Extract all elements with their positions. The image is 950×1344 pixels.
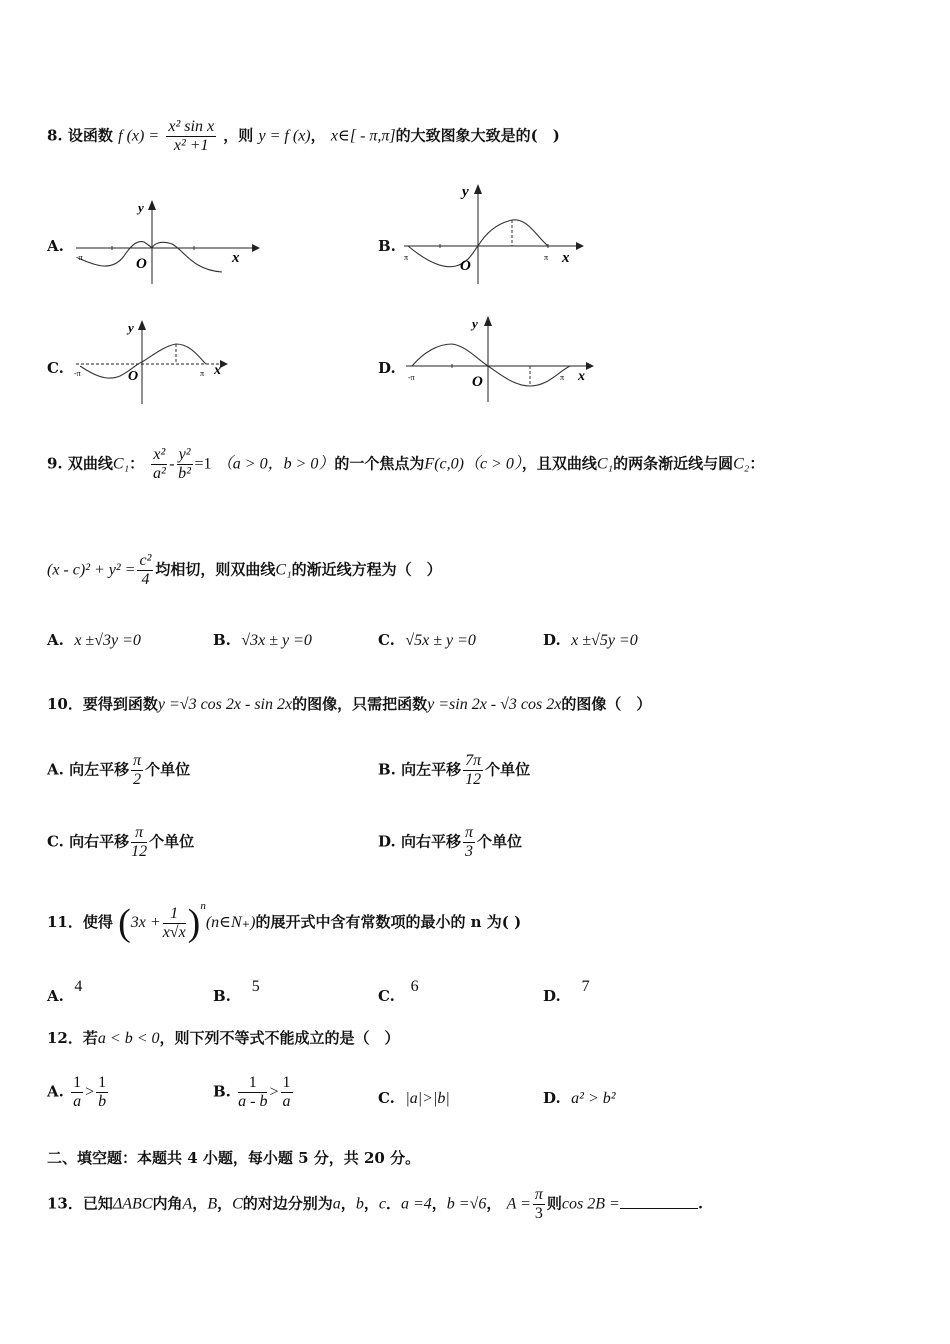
q8-option-d-graph[interactable]: [402, 312, 602, 406]
q12-option-c[interactable]: C. |a|>|b|: [378, 1089, 450, 1107]
q8-a-left-tick: -π: [76, 253, 83, 262]
q12-option-b[interactable]: B. $\frac{1}{a - b}$ > $\frac{1}{a}$: [213, 1074, 291, 1110]
q8-d-right-tick: π: [560, 373, 565, 382]
q10-stem: 10．要得到函数y =√3 cos 2x - sin 2x的图像，只需把函数y =sin 2x - √3 cos 2x的图像（ ）: [47, 695, 652, 713]
q8-a-x-label: x: [232, 250, 240, 266]
q8-option-a-graph[interactable]: [72, 196, 262, 288]
q8-b-right-tick: π: [544, 253, 549, 262]
q12-option-a[interactable]: A. $\frac{1}{a}$ > $\frac{1}{b}$: [47, 1074, 107, 1110]
q8-option-d-label[interactable]: D.: [378, 359, 396, 377]
q9-option-b[interactable]: B. √3x ± y =0: [213, 631, 312, 649]
q8-c-left-tick: -π: [74, 369, 81, 378]
q10-option-c[interactable]: C. 向右平移 $\frac{\pi}{12}$ 个单位: [47, 824, 195, 860]
q8-b-y-label: y: [462, 184, 469, 200]
q11-option-a[interactable]: A. 4: [47, 978, 83, 1005]
q9-stem-line1: 9. 双曲线C₁： $\frac{\text{x²}}{\text{a²}}$ - $\frac{\text{y²}}{\text{b²}}$ =1 （a > 0，b > 0）的一个焦点为F(c,0)（c > 0），且双曲线C₁的两条渐近线与圆C₂：: [47, 446, 765, 482]
q8-c-right-tick: π: [200, 369, 205, 378]
q8-option-c-graph[interactable]: [72, 316, 242, 408]
q8-b-x-label: x: [562, 250, 570, 266]
q8-c-x-label: x: [214, 363, 221, 378]
q11-option-c[interactable]: C. 6: [378, 978, 419, 1005]
q10-option-a[interactable]: A. 向左平移 $\frac{\pi}{2}$ 个单位: [47, 752, 191, 788]
q10-option-b[interactable]: B. 向左平移 $\frac{7\pi}{12}$ 个单位: [378, 752, 531, 788]
q8-c-origin: O: [128, 369, 139, 384]
q8-d-origin: O: [472, 374, 483, 390]
q13-stem: 13．已知ΔABC内角A，B，C的对边分别为a，b，c．a =4，b =√6， A = $\frac{\pi}{3}$ 则cos 2B = .: [47, 1186, 704, 1222]
q8-option-a-label[interactable]: A.: [47, 237, 64, 255]
q11-option-b[interactable]: B. 5: [213, 978, 260, 1005]
q8-fraction: $\frac{\text{x² sin x}}{\text{x² +1}}$: [168, 118, 215, 154]
q8-b-origin: O: [460, 258, 471, 274]
q8-b-left-tick: π: [404, 253, 409, 262]
q8-d-y-label: y: [472, 316, 478, 331]
q11-stem: 11．使得 (3x + $\frac{1}{x√x}$ )$^n$(n∈N₊)的展开式中含有常数项的最小的 n 为( ): [47, 900, 522, 944]
q9-option-d[interactable]: D. x ±√5y =0: [543, 631, 638, 649]
q8-fx: f (x) =: [118, 127, 160, 145]
q8-c-y-label: y: [128, 320, 134, 335]
q10-option-d[interactable]: D. 向右平移 $\frac{\pi}{3}$ 个单位: [378, 824, 522, 860]
q9-option-a[interactable]: A. x ±√3y =0: [47, 631, 141, 649]
q8-d-left-tick: -π: [408, 373, 415, 382]
q12-stem: 12．若a < b < 0，则下列不等式不能成立的是（ ）: [47, 1029, 400, 1047]
q11-option-d[interactable]: D. 7: [543, 978, 590, 1005]
q8-a-y-label: y: [138, 200, 144, 215]
q8-option-b-graph[interactable]: [400, 180, 590, 288]
q8-stem: 8. 设函数 f (x) = $\frac{\text{x² sin x}}{\text{x² +1}}$ ，则 y = f (x)， x∈[ - π,π]的大致图象大致是的( ): [47, 118, 560, 154]
q8-a-origin: O: [136, 256, 147, 272]
q8-d-x-label: x: [578, 369, 585, 384]
q9-stem-line2: (x - c)² + y² = $\frac{\text{c²}}{4}$ 均相切，则双曲线C₁的渐近线方程为（ ）: [47, 552, 442, 588]
q13-answer-blank[interactable]: [620, 1194, 698, 1209]
q9-option-c[interactable]: C. √5x ± y =0: [378, 631, 476, 649]
section-2-heading: 二、填空题：本题共 4 小题，每小题 5 分，共 20 分。: [47, 1149, 421, 1167]
q8-option-b-label[interactable]: B.: [378, 237, 396, 255]
q8-option-c-label[interactable]: C.: [47, 359, 64, 377]
q12-option-d[interactable]: D. a² > b²: [543, 1089, 616, 1107]
